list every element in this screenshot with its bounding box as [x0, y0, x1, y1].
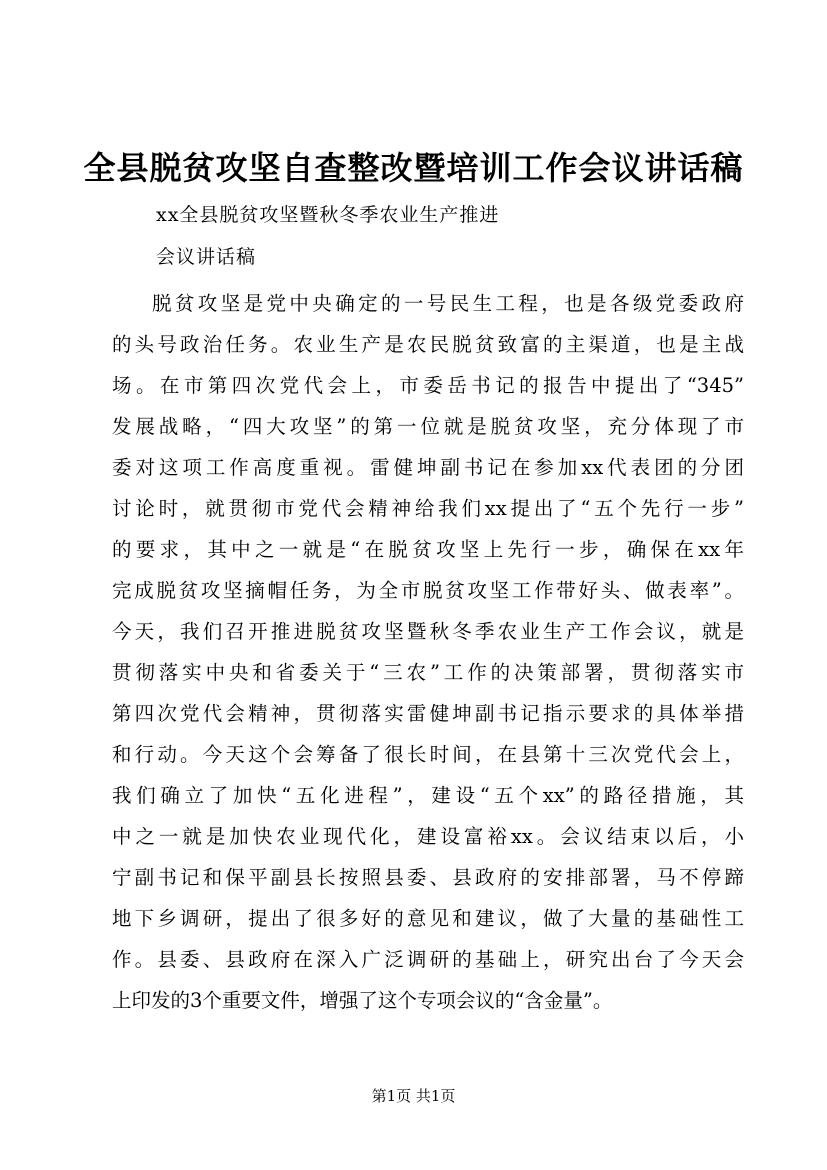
body-line: 和行动。今天这个会筹备了很长时间，在县第十三次党代会上，: [112, 743, 744, 766]
body-line: 今天，我们召开推进脱贫攻坚暨秋冬季农业生产工作会议，就是: [112, 620, 744, 643]
body-line: 我们确立了加快“五化进程”，建设“五个xx”的路径措施，其: [112, 784, 744, 807]
body-line: 中之一就是加快农业现代化，建设富裕xx。会议结束以后，小: [112, 825, 744, 848]
body-paragraph: [112, 283, 744, 1021]
body-line: 讨论时，就贯彻市党代会精神给我们xx提出了“五个先行一步”: [112, 497, 744, 520]
body-line: 完成脱贫攻坚摘帽任务，为全市脱贫攻坚工作带好头、做表率”。: [112, 579, 744, 602]
body-line: 委对这项工作高度重视。雷健坤副书记在参加xx代表团的分团: [112, 456, 744, 479]
body-line: 上印发的3个重要文件，增强了这个专项会议的“含金量”。: [112, 989, 613, 1012]
body-line: 发展战略，“四大攻坚”的第一位就是脱贫攻坚，充分体现了市: [112, 415, 744, 438]
page-footer: 第1页 共1页: [371, 1087, 456, 1105]
body-line: 贯彻落实中央和省委关于“三农”工作的决策部署，贯彻落实市: [112, 661, 744, 684]
body-line: 的要求，其中之一就是“在脱贫攻坚上先行一步，确保在xx年: [112, 538, 744, 561]
subtitle-line-2: 会议讲话稿: [156, 246, 257, 268]
subtitle-line-1: xx全县脱贫攻坚暨秋冬季农业生产推进: [156, 204, 500, 226]
body-line: 宁副书记和保平副县长按照县委、县政府的安排部署，马不停蹄: [112, 866, 744, 889]
body-line: 场。在市第四次党代会上，市委岳书记的报告中提出了“345”: [112, 374, 744, 397]
body-line: 的头号政治任务。农业生产是农民脱贫致富的主渠道，也是主战: [112, 333, 744, 356]
body-line: 作。县委、县政府在深入广泛调研的基础上，研究出台了今天会: [112, 948, 744, 971]
body-line: 第四次党代会精神，贯彻落实雷健坤副书记指示要求的具体举措: [112, 702, 744, 725]
document-title: 全县脱贫攻坚自查整改暨培训工作会议讲话稿: [83, 149, 744, 187]
body-line: 地下乡调研，提出了很多好的意见和建议，做了大量的基础性工: [112, 907, 744, 930]
body-line: 脱贫攻坚是党中央确定的一号民生工程，也是各级党委政府: [152, 292, 744, 315]
